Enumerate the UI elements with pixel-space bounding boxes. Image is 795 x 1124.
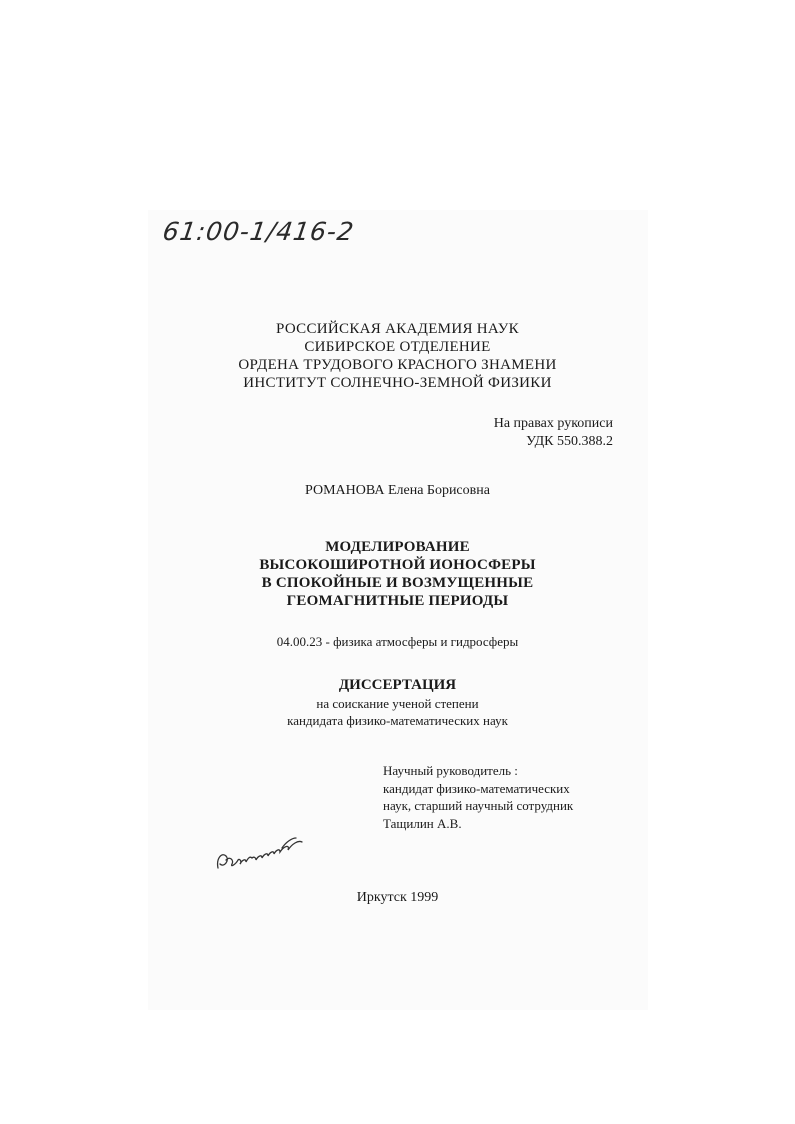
specialty-code: 04.00.23 - физика атмосферы и гидросферы bbox=[276, 634, 519, 649]
degree-line: на соискание ученой степени bbox=[316, 696, 479, 711]
title-line: МОДЕЛИРОВАНИЕ bbox=[325, 539, 470, 555]
manuscript-info bbox=[494, 415, 613, 451]
advisor-line: кандидат физико-математических bbox=[383, 780, 570, 796]
dissertation-block bbox=[0, 676, 795, 729]
advisor-line: наук, старший научный сотрудник bbox=[383, 798, 574, 813]
handwritten-signature bbox=[212, 830, 312, 875]
archive-number: 61:00-1/416-2 bbox=[160, 217, 357, 246]
udc-code: УДК 550.388.2 bbox=[526, 434, 613, 449]
institution-line: ИНСТИТУТ СОЛНЕЧНО-ЗЕМНОЙ ФИЗИКИ bbox=[243, 375, 552, 391]
title-line: ГЕОМАГНИТНЫЕ ПЕРИОДЫ bbox=[286, 593, 509, 609]
title-line: В СПОКОЙНЫЕ И ВОЗМУЩЕННЫЕ bbox=[261, 575, 534, 591]
manuscript-note: На правах рукописи bbox=[493, 416, 613, 431]
institution-header bbox=[0, 320, 795, 392]
dissertation-title bbox=[0, 538, 795, 610]
institution-line: РОССИЙСКАЯ АКАДЕМИЯ НАУК bbox=[276, 321, 519, 337]
degree-line: кандидата физико-математических наук bbox=[287, 713, 508, 728]
advisor-info bbox=[383, 762, 573, 832]
title-line: ВЫСОКОШИРОТНОЙ ИОНОСФЕРЫ bbox=[259, 557, 536, 573]
advisor-line: Научный руководитель : bbox=[383, 763, 518, 778]
dissertation-heading: ДИССЕРТАЦИЯ bbox=[338, 677, 457, 693]
institution-line: СИБИРСКОЕ ОТДЕЛЕНИЕ bbox=[304, 339, 491, 355]
author-name: РОМАНОВА Елена Борисовна bbox=[305, 483, 490, 498]
place-and-year: Иркутск 1999 bbox=[356, 890, 439, 905]
institution-line: ОРДЕНА ТРУДОВОГО КРАСНОГО ЗНАМЕНИ bbox=[238, 357, 557, 373]
advisor-line: Тащилин А.В. bbox=[383, 815, 462, 831]
